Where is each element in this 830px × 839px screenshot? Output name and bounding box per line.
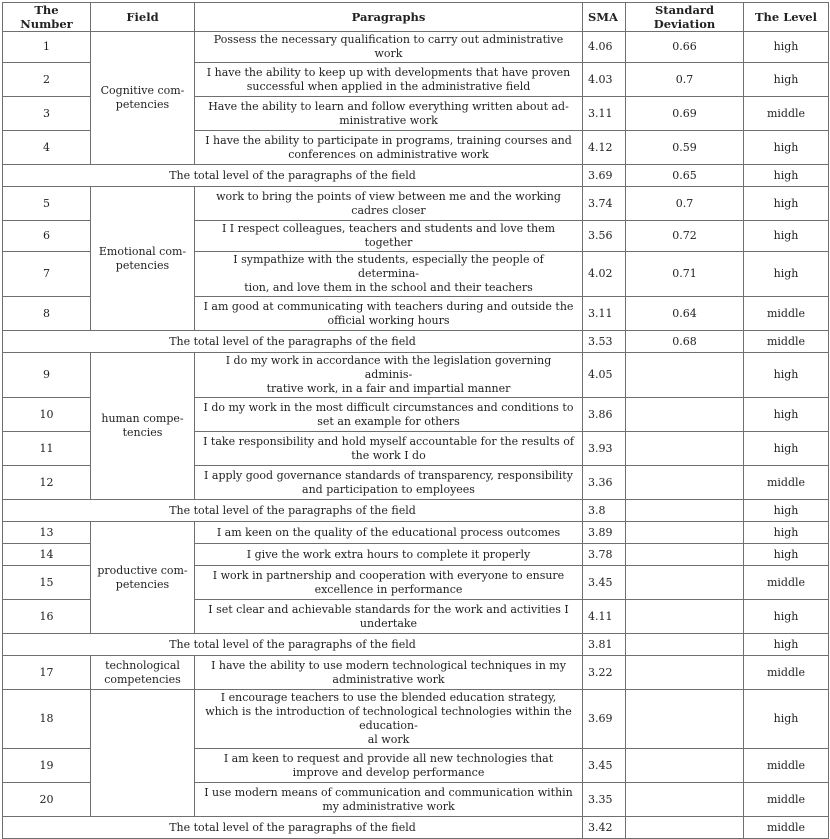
level-value: high <box>744 221 829 252</box>
field-label: human compe- tencies <box>91 353 195 500</box>
header-number: The Number <box>3 3 91 32</box>
row-number: 19 <box>3 749 91 783</box>
field-label: technological competencies <box>91 656 195 690</box>
paragraph-text: I set clear and achievable standards for the work and activities I undertake <box>195 600 583 634</box>
row-number: 9 <box>3 353 91 398</box>
sma-value: 3.78 <box>583 544 626 566</box>
sma-value: 4.11 <box>583 600 626 634</box>
row-number: 6 <box>3 221 91 252</box>
total-sma: 3.69 <box>583 165 626 187</box>
field-label: productive com- petencies <box>91 522 195 634</box>
total-level: middle <box>744 331 829 353</box>
table-row <box>3 353 829 398</box>
total-sma: 3.53 <box>583 331 626 353</box>
row-number: 18 <box>3 690 91 749</box>
total-standard-deviation: 0.68 <box>626 331 744 353</box>
row-number: 13 <box>3 522 91 544</box>
level-value: high <box>744 600 829 634</box>
row-number: 3 <box>3 97 91 131</box>
paragraph-text: I have the ability to use modern technological techniques in my administrative work <box>195 656 583 690</box>
row-number: 16 <box>3 600 91 634</box>
sma-value: 3.45 <box>583 749 626 783</box>
total-label: The total level of the paragraphs of the field <box>3 634 583 656</box>
standard-deviation-value: 0.7 <box>626 63 744 97</box>
table-row <box>3 690 829 749</box>
paragraph-text: I give the work extra hours to complete it properly <box>195 544 583 566</box>
row-number: 2 <box>3 63 91 97</box>
total-standard-deviation <box>626 500 744 522</box>
sma-value: 4.03 <box>583 63 626 97</box>
row-number: 11 <box>3 432 91 466</box>
paragraph-text: I have the ability to participate in programs, training courses and conferences on administrative work <box>195 131 583 165</box>
level-value: middle <box>744 466 829 500</box>
total-row <box>3 500 829 522</box>
paragraph-text: work to bring the points of view between me and the working cadres closer <box>195 187 583 221</box>
standard-deviation-value <box>626 749 744 783</box>
level-value: high <box>744 353 829 398</box>
row-number: 14 <box>3 544 91 566</box>
total-standard-deviation <box>626 817 744 839</box>
paragraph-text: I take responsibility and hold myself accountable for the results of the work I do <box>195 432 583 466</box>
field-label: Cognitive com- petencies <box>91 32 195 165</box>
total-row <box>3 634 829 656</box>
level-value: high <box>744 398 829 432</box>
level-value: middle <box>744 97 829 131</box>
total-row <box>3 331 829 353</box>
sma-value: 3.35 <box>583 783 626 817</box>
total-level: high <box>744 165 829 187</box>
total-standard-deviation <box>626 634 744 656</box>
paragraph-text: I am keen on the quality of the educational process outcomes <box>195 522 583 544</box>
total-level: middle <box>744 817 829 839</box>
sma-value: 4.06 <box>583 32 626 63</box>
standard-deviation-value <box>626 783 744 817</box>
total-label: The total level of the paragraphs of the field <box>3 500 583 522</box>
field-label-empty <box>91 690 195 817</box>
total-row <box>3 165 829 187</box>
paragraph-text: Possess the necessary qualification to carry out administrative work <box>195 32 583 63</box>
level-value: high <box>744 131 829 165</box>
level-value: high <box>744 252 829 297</box>
standard-deviation-value <box>626 522 744 544</box>
header-standard-deviation: Standard Deviation <box>626 3 744 32</box>
standard-deviation-value <box>626 353 744 398</box>
total-row <box>3 817 829 839</box>
row-number: 4 <box>3 131 91 165</box>
level-value: high <box>744 32 829 63</box>
level-value: high <box>744 544 829 566</box>
table-body <box>3 32 829 839</box>
table-row <box>3 32 829 63</box>
sma-value: 3.11 <box>583 97 626 131</box>
paragraph-text: I do my work in accordance with the legislation governing adminis- trative work, in a fair and impartial manner <box>195 353 583 398</box>
header-row <box>3 3 829 32</box>
level-value: middle <box>744 656 829 690</box>
total-label: The total level of the paragraphs of the field <box>3 165 583 187</box>
standard-deviation-value <box>626 600 744 634</box>
sma-value: 3.93 <box>583 432 626 466</box>
field-label: Emotional com- petencies <box>91 187 195 331</box>
row-number: 17 <box>3 656 91 690</box>
total-standard-deviation: 0.65 <box>626 165 744 187</box>
standard-deviation-value <box>626 466 744 500</box>
standard-deviation-value: 0.7 <box>626 187 744 221</box>
paragraph-text: I work in partnership and cooperation with everyone to ensure excellence in performance <box>195 566 583 600</box>
sma-value: 3.86 <box>583 398 626 432</box>
row-number: 7 <box>3 252 91 297</box>
header-level: The Level <box>744 3 829 32</box>
total-sma: 3.8 <box>583 500 626 522</box>
sma-value: 4.05 <box>583 353 626 398</box>
level-value: high <box>744 432 829 466</box>
level-value: high <box>744 690 829 749</box>
paragraph-text: I apply good governance standards of transparency, responsibility and participation to employees <box>195 466 583 500</box>
total-label: The total level of the paragraphs of the field <box>3 817 583 839</box>
sma-value: 3.22 <box>583 656 626 690</box>
total-sma: 3.42 <box>583 817 626 839</box>
row-number: 12 <box>3 466 91 500</box>
paragraph-text: I have the ability to keep up with developments that have proven successful when applied in the administrative field <box>195 63 583 97</box>
sma-value: 4.02 <box>583 252 626 297</box>
table-row <box>3 187 829 221</box>
paragraph-text: I I respect colleagues, teachers and students and love them together <box>195 221 583 252</box>
paragraph-text: Have the ability to learn and follow everything written about ad- ministrative work <box>195 97 583 131</box>
standard-deviation-value <box>626 566 744 600</box>
sma-value: 3.45 <box>583 566 626 600</box>
level-value: middle <box>744 783 829 817</box>
paragraph-text: I am good at communicating with teachers during and outside the official working hours <box>195 297 583 331</box>
level-value: middle <box>744 297 829 331</box>
header-paragraphs: Paragraphs <box>195 3 583 32</box>
standard-deviation-value: 0.71 <box>626 252 744 297</box>
header-field: Field <box>91 3 195 32</box>
paragraph-text: I use modern means of communication and communication within my administrative work <box>195 783 583 817</box>
row-number: 1 <box>3 32 91 63</box>
total-level: high <box>744 634 829 656</box>
table-row <box>3 656 829 690</box>
paragraph-text: I encourage teachers to use the blended education strategy, which is the introduction of technological technologies within the education- al work <box>195 690 583 749</box>
level-value: high <box>744 187 829 221</box>
standard-deviation-value <box>626 432 744 466</box>
sma-value: 3.11 <box>583 297 626 331</box>
standard-deviation-value <box>626 398 744 432</box>
standard-deviation-value <box>626 690 744 749</box>
standard-deviation-value: 0.64 <box>626 297 744 331</box>
level-value: middle <box>744 566 829 600</box>
sma-value: 4.12 <box>583 131 626 165</box>
total-label: The total level of the paragraphs of the field <box>3 331 583 353</box>
sma-value: 3.56 <box>583 221 626 252</box>
row-number: 15 <box>3 566 91 600</box>
standard-deviation-value <box>626 656 744 690</box>
standard-deviation-value <box>626 544 744 566</box>
level-value: high <box>744 63 829 97</box>
level-value: high <box>744 522 829 544</box>
paragraph-text: I do my work in the most difficult circumstances and conditions to set an example for others <box>195 398 583 432</box>
standard-deviation-value: 0.72 <box>626 221 744 252</box>
sma-value: 3.36 <box>583 466 626 500</box>
total-level: high <box>744 500 829 522</box>
header-sma: SMA <box>583 3 626 32</box>
total-sma: 3.81 <box>583 634 626 656</box>
sma-value: 3.74 <box>583 187 626 221</box>
row-number: 20 <box>3 783 91 817</box>
competencies-table <box>2 2 829 839</box>
level-value: middle <box>744 749 829 783</box>
sma-value: 3.89 <box>583 522 626 544</box>
row-number: 5 <box>3 187 91 221</box>
row-number: 10 <box>3 398 91 432</box>
standard-deviation-value: 0.69 <box>626 97 744 131</box>
standard-deviation-value: 0.66 <box>626 32 744 63</box>
paragraph-text: I sympathize with the students, especially the people of determina- tion, and love them in the school and their teachers <box>195 252 583 297</box>
standard-deviation-value: 0.59 <box>626 131 744 165</box>
table-row <box>3 522 829 544</box>
sma-value: 3.69 <box>583 690 626 749</box>
paragraph-text: I am keen to request and provide all new technologies that improve and develop performance <box>195 749 583 783</box>
row-number: 8 <box>3 297 91 331</box>
